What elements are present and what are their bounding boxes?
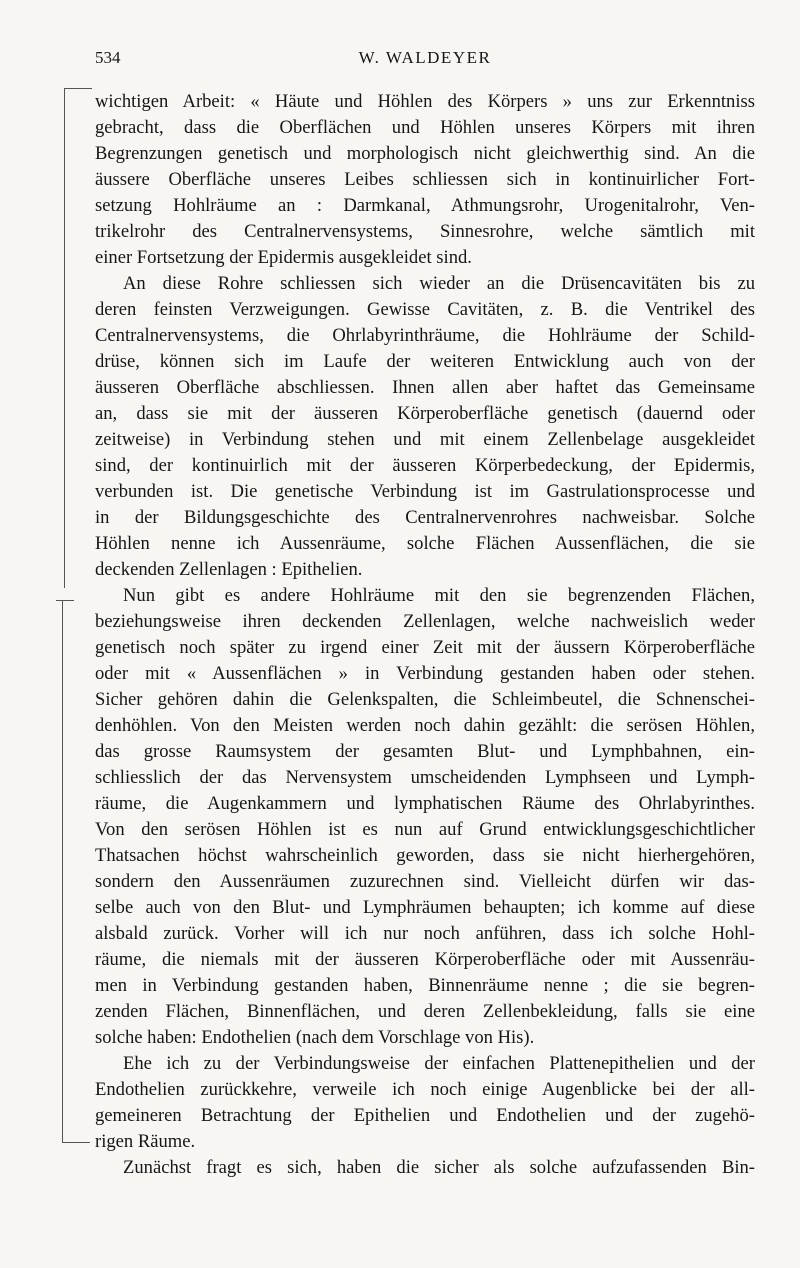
text-line: einer Fortsetzung der Epidermis ausgekleidet sind. <box>95 247 472 268</box>
text-line: schliesslich der das Nervensystem umscheidenden Lymphseen und Lymph- <box>95 767 755 788</box>
text-line: Sicher gehören dahin die Gelenkspalten, die Schleimbeutel, die Schnenschei- <box>95 689 755 710</box>
text-line: rigen Räume. <box>95 1131 196 1152</box>
text-line: deren feinsten Verzweigungen. Gewisse Cavitäten, z. B. die Ventrikel des <box>95 299 755 320</box>
body-text <box>95 89 755 1181</box>
text-line: men in Verbindung gestanden haben, Binnenräume nenne ; die sie begren- <box>95 975 755 996</box>
margin-bracket-2-top <box>56 600 74 601</box>
text-line: setzung Hohlräume an : Darmkanal, Athmungsrohr, Urogenitalrohr, Ven- <box>95 195 755 216</box>
text-line: genetisch noch später zu irgend einer Zeit mit der äussern Körperoberfläche <box>95 637 755 658</box>
text-line: drüse, können sich im Laufe der weiteren Entwicklung auch von der <box>95 351 755 372</box>
text-line: in der Bildungsgeschichte des Centralnervenrohres nachweisbar. Solche <box>95 507 755 528</box>
text-line: äussere Oberfläche unseres Leibes schliessen sich in kontinuirlicher Fort- <box>95 169 755 190</box>
margin-bracket-2 <box>62 600 63 1142</box>
text-line: verbunden ist. Die genetische Verbindung ist im Gastrulationsprocesse und <box>95 481 755 502</box>
text-line: Begrenzungen genetisch und morphologisch nicht gleichwerthig sind. An die <box>95 143 755 164</box>
text-line: das grosse Raumsystem der gesamten Blut- und Lymphbahnen, ein- <box>95 741 755 762</box>
text-line: gemeineren Betrachtung der Epithelien und Endothelien und der zugehö- <box>95 1105 755 1126</box>
text-line: gebracht, dass die Oberflächen und Höhlen unseres Körpers mit ihren <box>95 117 755 138</box>
text-line: wichtigen Arbeit: « Häute und Höhlen des Körpers » uns zur Erkenntniss <box>95 91 755 112</box>
text-line: Centralnervensystems, die Ohrlabyrinthräume, die Hohlräume der Schild- <box>95 325 755 346</box>
text-line: oder mit « Aussenflächen » in Verbindung gestanden haben oder stehen. <box>95 663 755 684</box>
text-line: denhöhlen. Von den Meisten werden noch dahin gezählt: die serösen Höhlen, <box>95 715 755 736</box>
running-head: W. WALDEYER <box>358 48 492 67</box>
text-line: sind, der kontinuirlich mit der äusseren Körperbedeckung, der Epidermis, <box>95 455 755 476</box>
text-line: Thatsachen höchst wahrscheinlich geworden, dass sie nicht hierhergehören, <box>95 845 755 866</box>
text-line: räume, die niemals mit der äusseren Körperoberfläche oder mit Aussenräu- <box>95 949 755 970</box>
text-line: Endothelien zurückkehre, verweile ich noch einige Augenblicke bei der all- <box>95 1079 755 1100</box>
text-line: Von den serösen Höhlen ist es nun auf Grund entwicklungsgeschichtlicher <box>95 819 755 840</box>
text-line: beziehungsweise ihren deckenden Zellenlagen, welche nachweislich weder <box>95 611 755 632</box>
text-line: Ehe ich zu der Verbindungsweise der einfachen Plattenepithelien und der <box>123 1053 755 1074</box>
margin-bracket-1 <box>64 88 65 588</box>
page-number: 534 <box>95 48 121 67</box>
text-line: Nun gibt es andere Hohlräume mit den sie begrenzenden Flächen, <box>123 585 755 606</box>
text-line: An diese Rohre schliessen sich wieder an die Drüsencavitäten bis zu <box>123 273 755 294</box>
text-line: deckenden Zellenlagen : Epithelien. <box>95 559 363 580</box>
text-line: solche haben: Endothelien (nach dem Vorschlage von His). <box>95 1027 535 1048</box>
text-line: äusseren Oberfläche abschliessen. Ihnen allen aber haftet das Gemeinsame <box>95 377 755 398</box>
text-line: selbe auch von den Blut- und Lymphräumen behaupten; ich komme auf diese <box>95 897 755 918</box>
text-line: räume, die Augenkammern und lymphatischen Räume des Ohrlabyrinthes. <box>95 793 755 814</box>
text-line: zeitweise) in Verbindung stehen und mit einem Zellenbelage ausgekleidet <box>95 429 755 450</box>
text-line: sondern den Aussenräumen zuzurechnen sind. Vielleicht dürfen wir das- <box>95 871 755 892</box>
margin-bracket-1-top <box>64 88 92 89</box>
text-line: Höhlen nenne ich Aussenräume, solche Flächen Aussenflächen, die sie <box>95 533 755 554</box>
page-header <box>95 48 755 74</box>
margin-bracket-2-bottom <box>62 1142 90 1143</box>
text-line: Zunächst fragt es sich, haben die sicher als solche aufzufassenden Bin- <box>123 1157 755 1178</box>
text-line: alsbald zurück. Vorher will ich nur noch anführen, dass ich solche Hohl- <box>95 923 755 944</box>
text-line: an, dass sie mit der äusseren Körperoberfläche genetisch (dauernd oder <box>95 403 755 424</box>
text-line: zenden Flächen, Binnenflächen, und deren Zellenbekleidung, falls sie eine <box>95 1001 755 1022</box>
text-line: trikelrohr des Centralnervensystems, Sinnesrohre, welche sämtlich mit <box>95 221 755 242</box>
